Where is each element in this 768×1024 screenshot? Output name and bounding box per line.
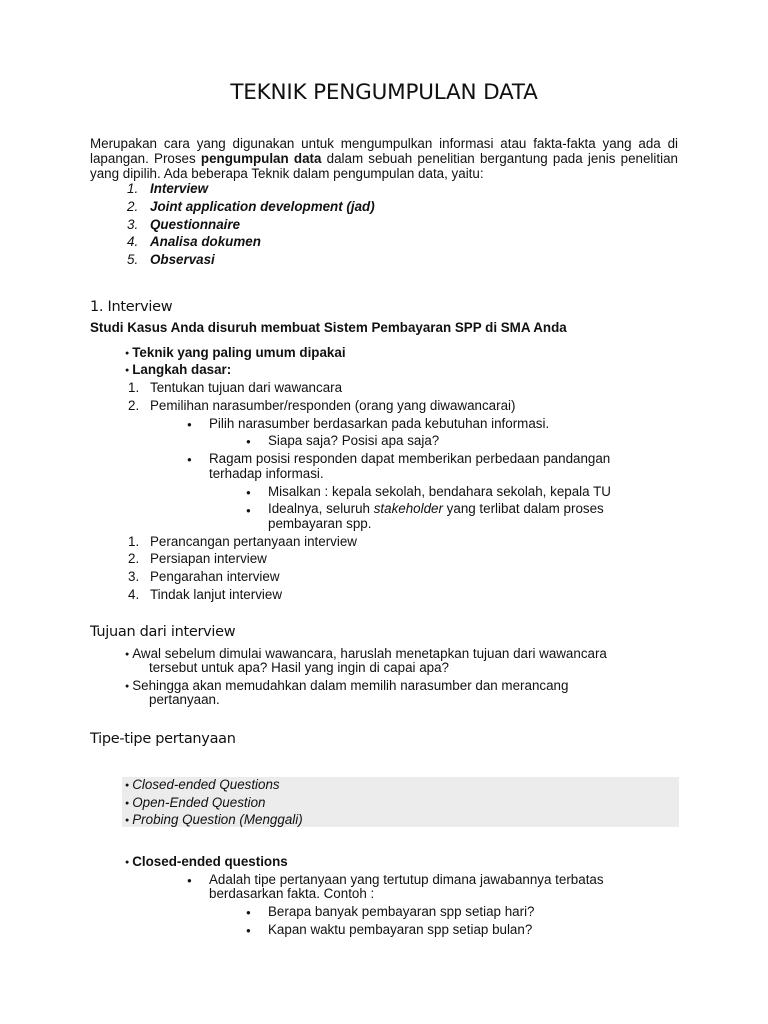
sub-sub-bullet-text <box>268 501 604 516</box>
list-number: 1. <box>127 181 139 196</box>
sub-bullet-text: Pilih narasumber berdasarkan pada kebutuhan informasi. <box>209 416 550 431</box>
page-title: TEKNIK PENGUMPULAN DATA <box>230 80 538 105</box>
step-text: Tentukan tujuan dari wawancara <box>150 380 343 395</box>
step-text: Pengarahan interview <box>150 569 280 584</box>
section-heading-tujuan: Tujuan dari interview <box>90 624 236 640</box>
bullet-item <box>125 777 280 793</box>
section-heading-interview: 1. Interview <box>90 299 173 315</box>
list-item: Questionnaire <box>150 217 241 232</box>
list-number: 3. <box>127 217 139 232</box>
sub-bullet-text: Ragam posisi responden dapat memberikan perbedaan pandangan <box>209 451 611 466</box>
bullet-icon: ● <box>187 876 192 885</box>
text-part: Idealnya, seluruh <box>268 501 374 516</box>
step-number: 4. <box>128 587 140 602</box>
case-study-text: Studi Kasus Anda disuruh membuat Sistem Pembayaran SPP di SMA Anda <box>90 320 567 335</box>
intro-paragraph <box>90 136 678 181</box>
bullet-icon: ● <box>246 437 251 446</box>
intro-bold-term: pengumpulan data <box>200 151 322 166</box>
list-item: Observasi <box>150 252 215 267</box>
bullet-icon: ● <box>246 908 251 917</box>
text-italic-part: stakeholder <box>373 501 443 516</box>
bullet-icon: ● <box>246 506 251 515</box>
bullet-icon: ● <box>125 800 130 807</box>
step-text: Pemilihan narasumber/responden (orang yang diwawancarai) <box>150 398 516 413</box>
step-text: Tindak lanjut interview <box>150 587 282 602</box>
bullet-item <box>125 795 266 811</box>
sub-sub-bullet-text-cont: pembayaran spp. <box>268 516 372 531</box>
intro-text-2: dalam sebuah penelitian bergantung pada jenis penelitian yang dipilih. Ada beberapa Teknik dalam pengumpulan data, yaitu: <box>90 151 678 181</box>
bullet-icon: ● <box>125 859 130 866</box>
sub-sub-bullet-text: Siapa saja? Posisi apa saja? <box>268 433 440 448</box>
text-part: yang terlibat dalam proses <box>442 501 604 516</box>
bullet-item <box>125 812 303 828</box>
bullet-text-cont: pertanyaan. <box>149 692 220 707</box>
bullet-item <box>125 854 288 870</box>
sub-sub-bullet-text: Misalkan : kepala sekolah, bendahara sekolah, kepala TU <box>268 484 611 499</box>
list-item: Analisa dokumen <box>150 234 261 249</box>
list-item: Interview <box>150 181 209 196</box>
bullet-icon: ● <box>125 683 130 690</box>
list-number: 5. <box>127 252 139 267</box>
list-number: 4. <box>127 234 139 249</box>
bullet-text: Teknik yang paling umum dipakai <box>132 345 346 360</box>
bullet-text: Langkah dasar: <box>132 362 232 377</box>
list-item: Joint application development (jad) <box>150 199 375 214</box>
bullet-icon: ● <box>246 926 251 935</box>
step-text: Persiapan interview <box>150 551 267 566</box>
bullet-icon: ● <box>187 420 192 429</box>
bullet-text: Closed-ended Questions <box>132 777 280 792</box>
sub-bullet-text-cont: berdasarkan fakta. Contoh : <box>209 886 375 901</box>
bullet-icon: ● <box>125 367 130 374</box>
step-number: 1. <box>128 534 140 549</box>
bullet-icon: ● <box>246 488 251 497</box>
bullet-text: Probing Question (Menggali) <box>132 812 303 827</box>
step-number: 3. <box>128 569 140 584</box>
section-heading-tipe: Tipe-tipe pertanyaan <box>90 731 236 747</box>
bullet-text-cont: tersebut untuk apa? Hasil yang ingin di capai apa? <box>149 660 450 675</box>
sub-sub-bullet-text: Kapan waktu pembayaran spp setiap bulan? <box>268 922 533 937</box>
bullet-item <box>125 345 346 361</box>
bullet-icon: ● <box>125 651 130 658</box>
step-number: 1. <box>128 380 140 395</box>
step-number: 2. <box>128 551 140 566</box>
sub-bullet-text-cont: terhadap informasi. <box>209 466 324 481</box>
bullet-icon: ● <box>187 455 192 464</box>
bullet-icon: ● <box>125 782 130 789</box>
bullet-text: Open-Ended Question <box>132 795 266 810</box>
bullet-icon: ● <box>125 817 130 824</box>
bullet-icon: ● <box>125 350 130 357</box>
bullet-item <box>125 362 231 378</box>
bullet-text: Sehingga akan memudahkan dalam memilih narasumber dan merancang <box>132 678 569 693</box>
bullet-text: Awal sebelum dimulai wawancara, haruslah menetapkan tujuan dari wawancara <box>132 646 607 661</box>
list-number: 2. <box>127 199 139 214</box>
bullet-text: Closed-ended questions <box>132 854 288 869</box>
step-number: 2. <box>128 398 140 413</box>
intro-text-1: Merupakan cara yang digunakan untuk mengumpulkan informasi atau fakta-fakta yang ada di lapangan. Proses <box>90 136 678 166</box>
sub-bullet-text: Adalah tipe pertanyaan yang tertutup dimana jawabannya terbatas <box>209 872 604 887</box>
sub-sub-bullet-text: Berapa banyak pembayaran spp setiap hari? <box>268 904 535 919</box>
step-text: Perancangan pertanyaan interview <box>150 534 357 549</box>
